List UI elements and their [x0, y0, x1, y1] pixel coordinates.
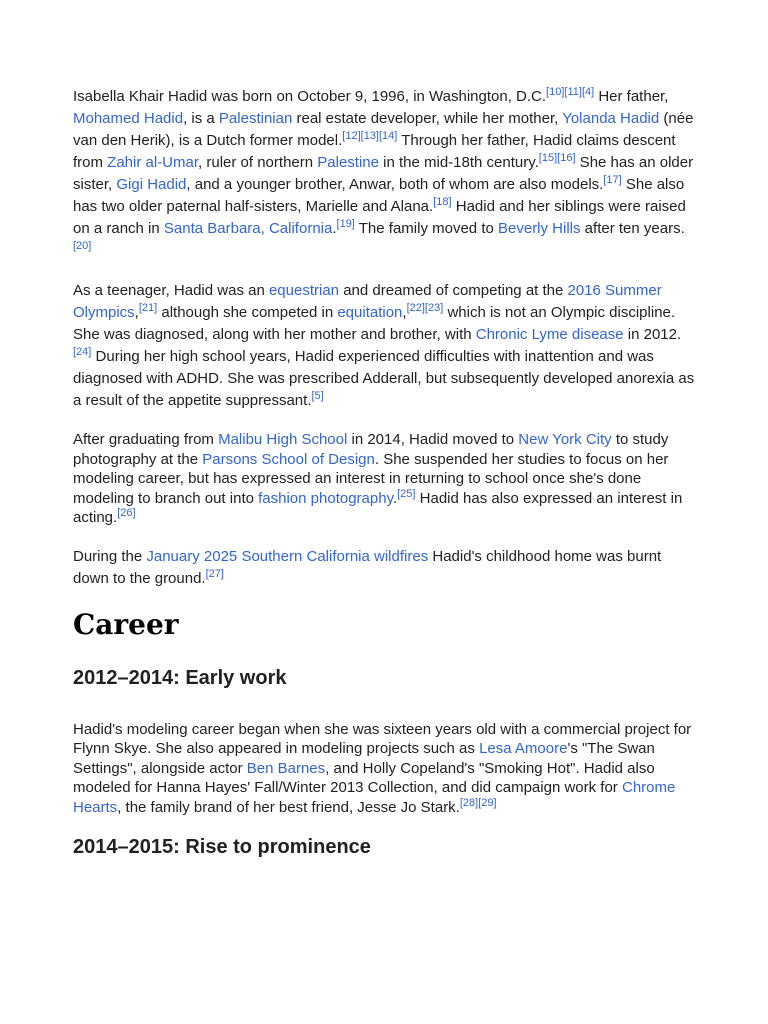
citation-link[interactable]: [23]	[424, 301, 444, 314]
link-2016-summer-olympics[interactable]: 2016 Summer Olympics	[73, 282, 662, 321]
citation-link[interactable]: [5]	[311, 389, 324, 402]
citation-link[interactable]: [20]	[73, 239, 92, 252]
text: During the	[73, 547, 147, 565]
link-zahir-al-umar[interactable]: Zahir al-Umar	[107, 154, 199, 171]
text: The family moved to	[354, 220, 498, 237]
text: During her high school years, Hadid experienced difficulties with inattention and was diagnosed with ADHD. She was prescribed Adderall, but subsequently developed anorexia as a result of the appetite suppressant.	[73, 348, 695, 409]
link-beverly-hills[interactable]: Beverly Hills	[498, 220, 581, 237]
text: , is a	[183, 110, 219, 127]
early-life-paragraph-4	[73, 546, 695, 590]
section-heading-career: Career	[73, 607, 179, 641]
citation-link[interactable]: [15]	[538, 151, 558, 164]
citation	[539, 152, 576, 164]
text: after ten years.	[580, 220, 685, 237]
link-chronic-lyme-disease[interactable]: Chronic Lyme disease	[475, 326, 624, 343]
link-2025-california-wildfires[interactable]: January 2025 Southern California wildfires	[146, 547, 429, 565]
citation-link[interactable]: [17]	[603, 173, 622, 186]
text: Hadid and her siblings were raised on a ranch in	[73, 198, 686, 237]
text: , and Holly Copeland's "Smoking Hot". Hadid also modeled for Hanna Hayes' Fall/Winter 2013 Collection, and did campaign work for	[73, 759, 655, 796]
text: .	[392, 489, 398, 507]
citation-link[interactable]: [19]	[336, 217, 355, 230]
citation	[73, 240, 91, 252]
citation	[433, 196, 451, 208]
text: although she competed in	[157, 304, 338, 321]
citation	[397, 487, 415, 499]
text: Hadid's childhood home was burnt down to the ground.	[73, 547, 662, 587]
early-life-paragraph-1	[73, 86, 695, 262]
text: to study photography at the	[73, 431, 669, 468]
link-malibu-high-school[interactable]: Malibu High School	[218, 431, 348, 448]
text: real estate developer, while her mother,	[292, 110, 563, 127]
text: , and a younger brother, Anwar, both of whom are also models.	[186, 176, 604, 193]
text: Her father,	[594, 88, 669, 105]
text: which is not an Olympic discipline. She was diagnosed, along with her mother and brother, with	[73, 304, 676, 343]
link-ben-barnes[interactable]: Ben Barnes	[246, 759, 326, 777]
citation-link[interactable]: [4]	[581, 85, 595, 98]
link-equitation[interactable]: equitation	[337, 304, 403, 321]
text: , the family brand of her best friend, Jesse Jo Stark.	[117, 798, 460, 816]
citation-link[interactable]: [10]	[546, 85, 565, 98]
link-chrome-hearts[interactable]: Chrome Hearts	[73, 779, 676, 816]
citation-link[interactable]: [25]	[397, 487, 416, 500]
link-lesa-amoore[interactable]: Lesa Amoore	[479, 740, 568, 757]
link-santa-barbara[interactable]: Santa Barbara, California	[163, 220, 333, 237]
text: She also has two older paternal half-sisters, Marielle and Alana.	[73, 176, 685, 215]
citation-link[interactable]: [21]	[138, 301, 158, 314]
link-gigi-hadid[interactable]: Gigi Hadid	[116, 176, 187, 193]
citation-link[interactable]: [24]	[73, 345, 92, 358]
text: ,	[134, 304, 139, 321]
text: in 2014, Hadid moved to	[347, 431, 519, 448]
link-fashion-photography[interactable]: fashion photography	[258, 489, 393, 507]
subsection-heading-rise-to-prominence: 2014–2015: Rise to prominence	[73, 836, 371, 858]
text: , ruler of northern	[198, 154, 318, 171]
early-life-paragraph-3	[73, 430, 695, 528]
text: After graduating from	[73, 431, 219, 448]
citation	[603, 174, 621, 186]
text: Through her father, Hadid claims descent from	[73, 132, 676, 171]
citation-link[interactable]: [12]	[342, 129, 361, 142]
citation-link[interactable]: [11]	[564, 85, 582, 98]
text: She has an older sister,	[73, 154, 694, 193]
text: As a teenager, Hadid was an	[73, 282, 269, 299]
text: in the mid-18th century.	[378, 154, 539, 171]
citation	[337, 218, 355, 230]
citation-link[interactable]: [28]	[459, 796, 479, 809]
text: 's "The Swan Settings", alongside actor	[73, 740, 655, 777]
link-equestrian[interactable]: equestrian	[268, 282, 340, 299]
career-paragraph-1	[73, 720, 695, 818]
citation-link[interactable]: [29]	[478, 796, 497, 809]
citation-link[interactable]: [27]	[205, 567, 224, 580]
text: (née van den Herik), is a Dutch former model.	[73, 110, 694, 149]
link-parsons-school-of-design[interactable]: Parsons School of Design	[202, 450, 375, 468]
text: . She suspended her studies to focus on her modeling career, but has expressed an interest in returning to school once she's done modeling to branch out into	[73, 450, 669, 507]
citation	[311, 390, 323, 402]
link-palestinian[interactable]: Palestinian	[218, 110, 293, 127]
citation	[117, 507, 135, 519]
text: in 2012.	[623, 326, 682, 343]
text: ,	[402, 304, 407, 321]
citation-link[interactable]: [13]	[360, 129, 379, 142]
link-yolanda-hadid[interactable]: Yolanda Hadid	[562, 110, 660, 127]
citation-link[interactable]: [16]	[557, 151, 576, 164]
citation-link[interactable]: [26]	[117, 506, 136, 519]
citation-link[interactable]: [18]	[433, 195, 452, 208]
citation	[73, 346, 91, 358]
citation	[546, 86, 594, 98]
link-mohamed-hadid[interactable]: Mohamed Hadid	[73, 110, 184, 127]
subsection-heading-early-work: 2012–2014: Early work	[73, 666, 287, 689]
text: and dreamed of competing at the	[339, 282, 568, 299]
text: Hadid has also expressed an interest in acting.	[73, 489, 683, 526]
citation	[407, 302, 444, 314]
article-body	[73, 86, 695, 889]
citation	[139, 302, 157, 314]
citation	[342, 130, 397, 142]
citation	[206, 567, 224, 579]
link-palestine[interactable]: Palestine	[317, 154, 379, 171]
text: .	[332, 220, 337, 237]
early-life-paragraph-2	[73, 280, 695, 412]
citation-link[interactable]: [22]	[406, 301, 425, 314]
text: Isabella Khair Hadid was born on October 9, 1996, in Washington, D.C.	[73, 88, 547, 105]
citation-link[interactable]: [14]	[379, 129, 398, 142]
link-new-york-city[interactable]: New York City	[518, 431, 612, 448]
text: Hadid's modeling career began when she was sixteen years old with a commercial project for Flynn Skye. She also appeared in modeling projects such as	[73, 720, 692, 757]
citation	[460, 796, 497, 808]
